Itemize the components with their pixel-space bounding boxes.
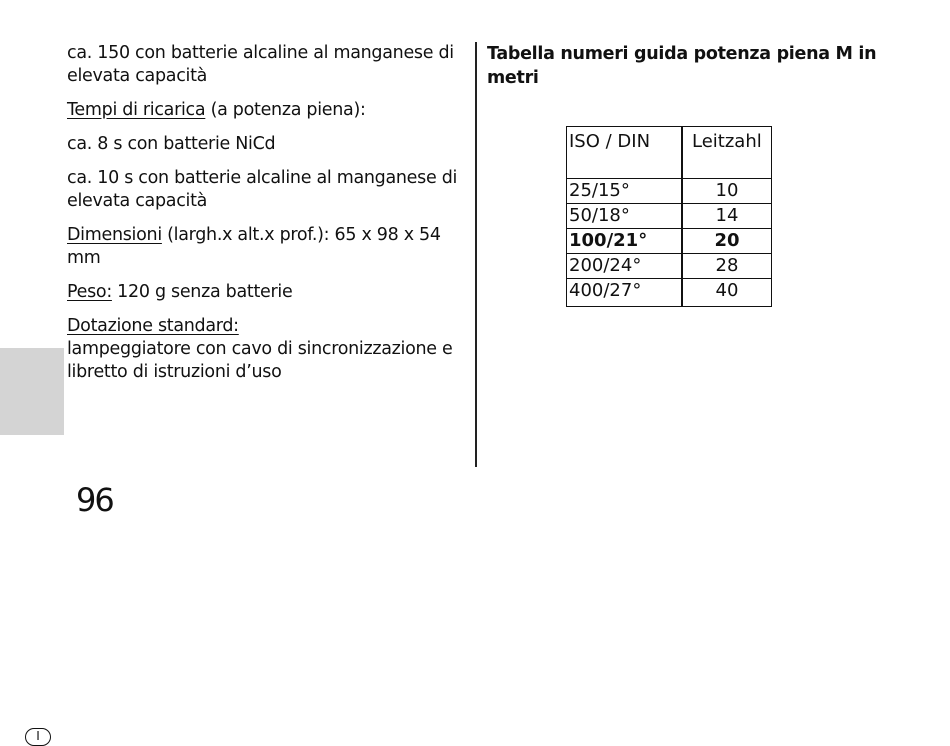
table-cell-gn: 40 [715, 280, 739, 301]
weight-text [67, 281, 469, 304]
language-tab [0, 348, 64, 743]
table-header-iso: ISO / DIN [569, 131, 651, 152]
language-indicator: I [25, 728, 51, 746]
table-cell-gn: 28 [715, 255, 739, 276]
page-number: 96 [76, 481, 113, 519]
table-title: Tabella numeri guida potenza piena M in metri [487, 44, 877, 88]
charge-time-label: Tempi di ricarica [67, 100, 206, 120]
table-row [567, 178, 771, 203]
dimensions-text [67, 224, 469, 270]
table-cell-iso: 400/27° [569, 280, 642, 301]
dimensions-value: (largh.x alt.x prof.): 65 x 98 x 54 mm [67, 225, 441, 268]
table-cell-gn: 10 [715, 180, 739, 201]
column-divider [475, 42, 477, 467]
standard-equipment-text: lampeggiatore con cavo di sincronizzazione e libretto di istruzioni d’uso [67, 339, 453, 382]
guide-number-table [566, 126, 772, 307]
dimensions-label: Dimensioni [67, 225, 162, 245]
charge-time-nicd: ca. 8 s con batterie NiCd [67, 134, 276, 154]
table-cell-iso: 200/24° [569, 255, 642, 276]
table-cell-gn: 14 [715, 205, 739, 226]
weight-label: Peso: [67, 282, 112, 302]
table-cell-gn: 20 [714, 230, 740, 251]
left-column [67, 42, 469, 384]
standard-equipment-heading [67, 315, 469, 338]
charge-time-alkaline: ca. 10 s con batterie alcaline al manganese di elevata capacità [67, 168, 458, 211]
weight-value: 120 g senza batterie [111, 282, 293, 302]
table-cell-iso: 25/15° [569, 180, 630, 201]
battery-capacity-text: ca. 150 con batterie alcaline al manganese di elevata capacità [67, 43, 454, 86]
table-row [567, 278, 771, 303]
standard-equipment-label: Dotazione standard: [67, 316, 239, 336]
charge-time-heading [67, 99, 469, 122]
table-cell-iso: 100/21° [569, 230, 648, 251]
table-row [567, 228, 771, 253]
table-cell-iso: 50/18° [569, 205, 630, 226]
charge-time-rest: (a potenza piena): [205, 100, 366, 120]
table-header-leitzahl: Leitzahl [692, 131, 762, 152]
table-row [567, 253, 771, 278]
table-row [567, 203, 771, 228]
